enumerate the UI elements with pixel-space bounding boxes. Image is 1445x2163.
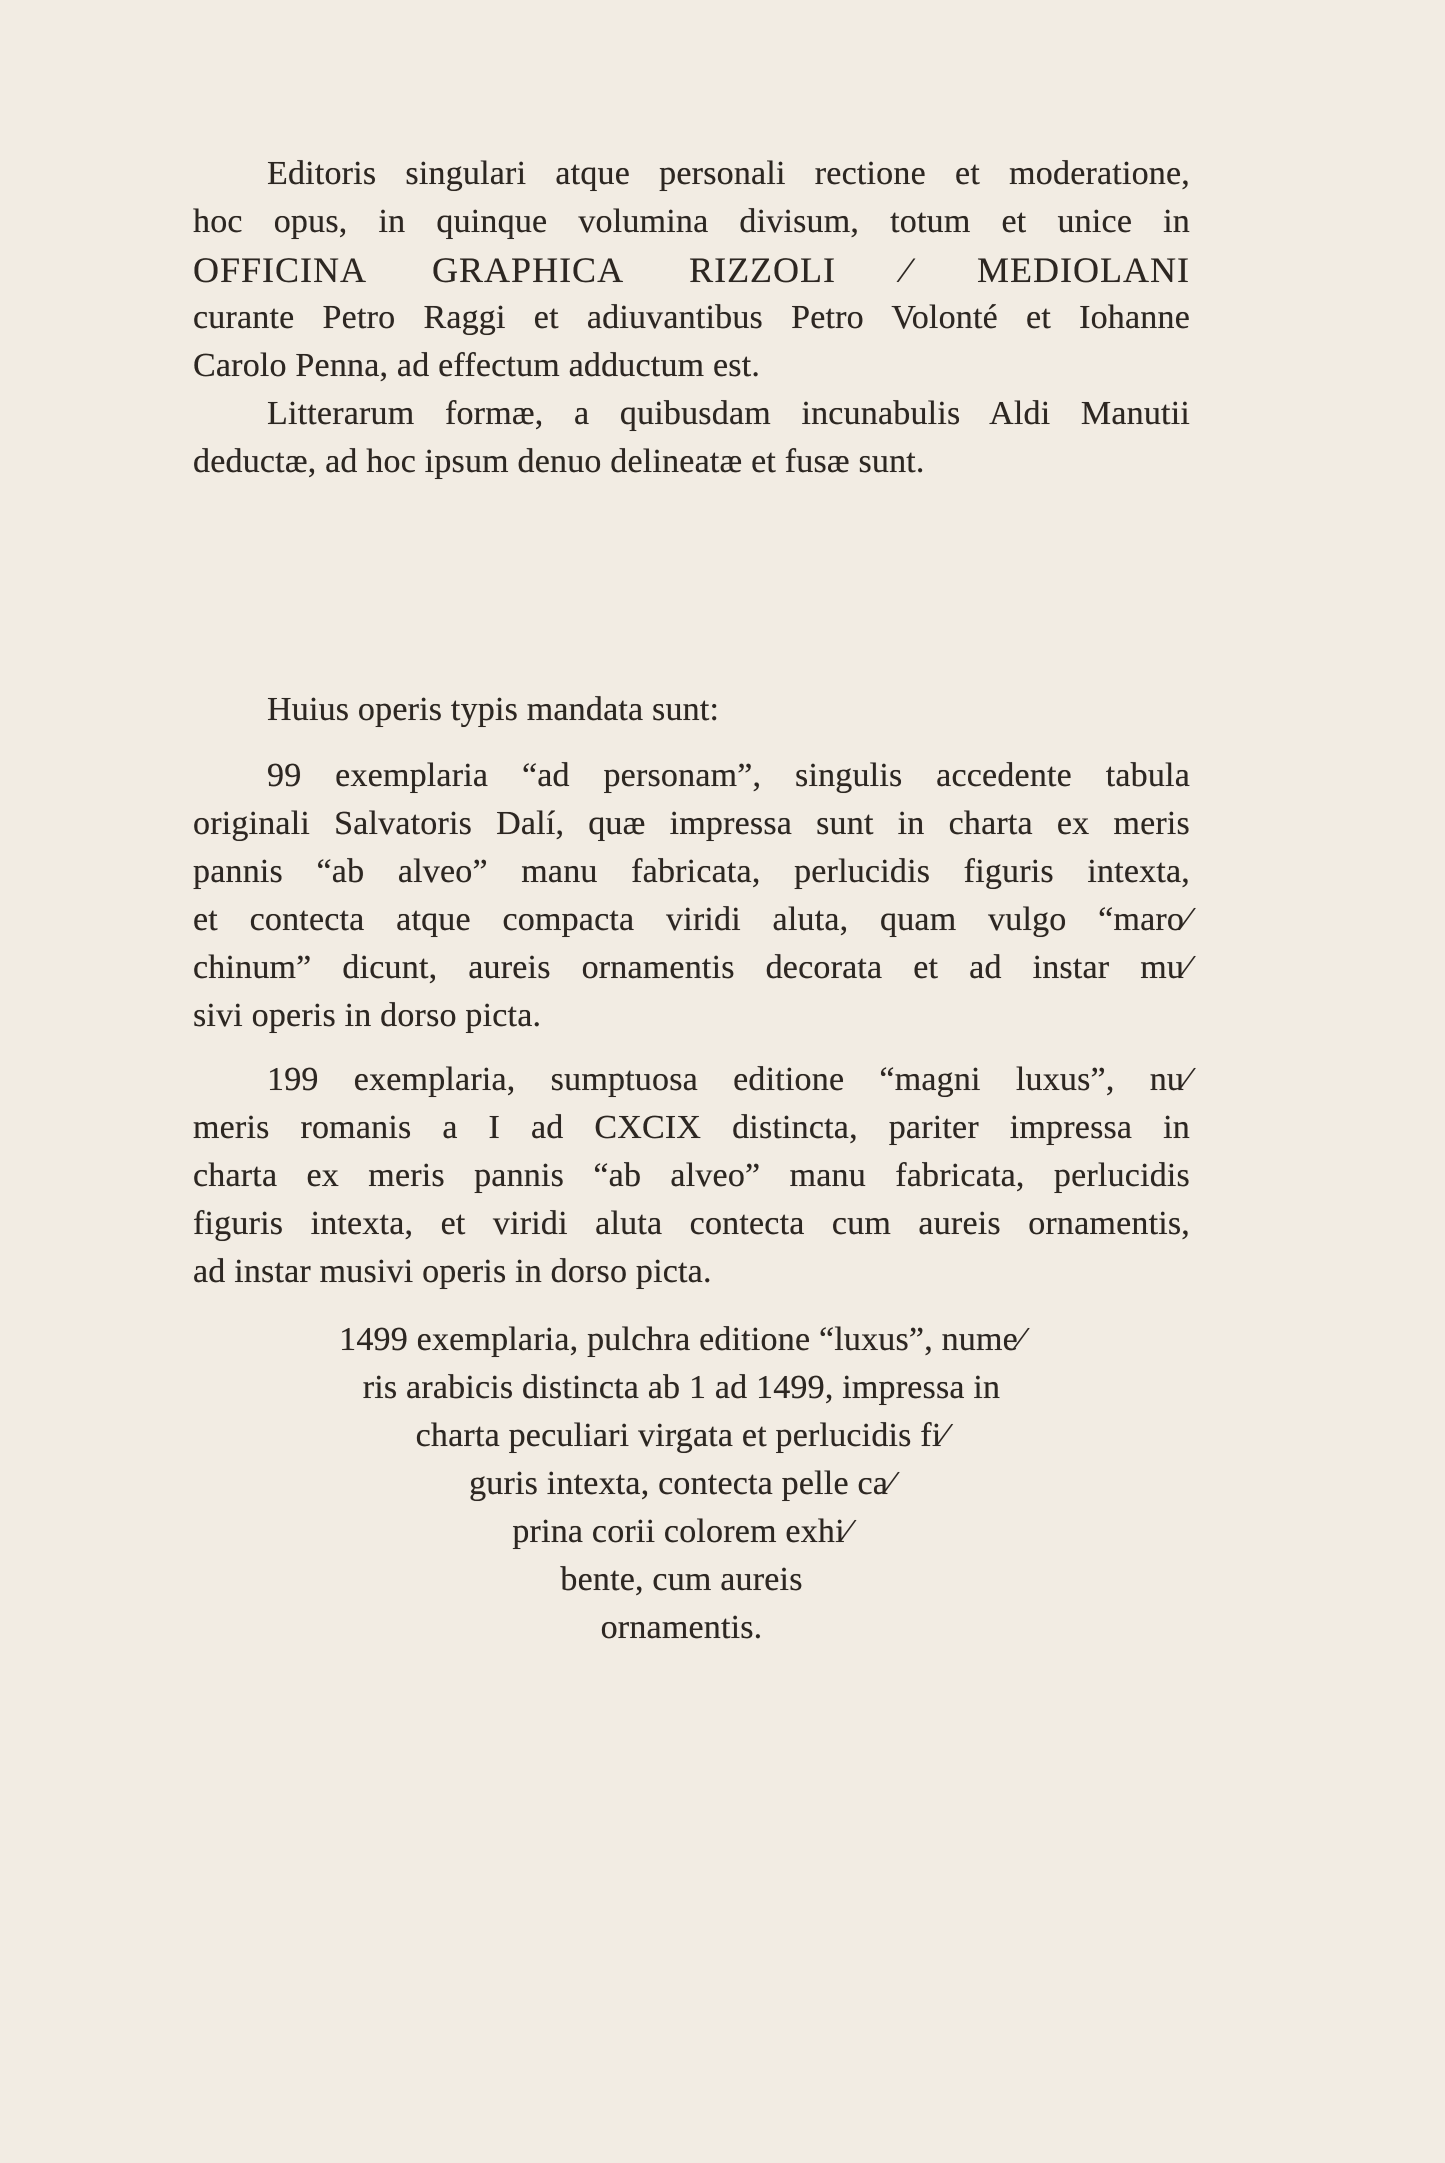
text-line: charta peculiari virgata et perlucidis fi⁄	[415, 1417, 948, 1454]
text-line: bente, cum aureis	[560, 1561, 803, 1598]
text-line: ad instar musivi operis in dorso picta.	[193, 1253, 712, 1290]
text-line: pannis “ab alveo” manu fabricata, perlucidis figuris intexta,	[193, 853, 1190, 890]
edition-heading: Huius operis typis mandata sunt:	[267, 691, 720, 728]
text-line: originali Salvatoris Dalí, quæ impressa sunt in charta ex meris	[193, 805, 1190, 842]
text-line: Carolo Penna, ad effectum adductum est.	[193, 347, 761, 384]
text-line: 199 exemplaria, sumptuosa editione “magni luxus”, nu⁄	[267, 1061, 1190, 1098]
printer-name-line: OFFICINA GRAPHICA RIZZOLI ⁄ MEDIOLANI	[193, 250, 1190, 290]
edition-1499-paragraph	[173, 1316, 1190, 1652]
text-line: 99 exemplaria “ad personam”, singulis accedente tabula	[267, 757, 1190, 794]
text-line: 1499 exemplaria, pulchra editione “luxus”, nume⁄	[339, 1321, 1024, 1358]
text-line: et contecta atque compacta viridi aluta, quam vulgo “maro⁄	[193, 901, 1190, 938]
colophon-intro-paragraph	[193, 150, 1190, 390]
edition-199-paragraph	[193, 1056, 1190, 1296]
text-line: hoc opus, in quinque volumina divisum, totum et unice in	[193, 203, 1190, 240]
text-line: prina corii colorem exhi⁄	[512, 1513, 851, 1550]
text-line: meris romanis a I ad CXCIX distincta, pariter impressa in	[193, 1109, 1190, 1146]
edition-99-paragraph	[193, 752, 1190, 1040]
text-line: sivi operis in dorso picta.	[193, 997, 542, 1034]
text-line: chinum” dicunt, aureis ornamentis decorata et ad instar mu⁄	[193, 949, 1190, 986]
text-line: Litterarum formæ, a quibusdam incunabulis Aldi Manutii	[267, 395, 1190, 432]
text-line: ornamentis.	[600, 1609, 763, 1646]
text-line: Editoris singulari atque personali rectione et moderatione,	[267, 155, 1190, 192]
text-line: guris intexta, contecta pelle ca⁄	[469, 1465, 894, 1502]
text-column	[193, 150, 1190, 1652]
typefaces-paragraph	[193, 390, 1190, 486]
text-line: figuris intexta, et viridi aluta contecta cum aureis ornamentis,	[193, 1205, 1190, 1242]
text-line: charta ex meris pannis “ab alveo” manu fabricata, perlucidis	[193, 1157, 1190, 1194]
text-line: curante Petro Raggi et adiuvantibus Petro Volonté et Iohanne	[193, 299, 1190, 336]
text-line: ris arabicis distincta ab 1 ad 1499, impressa in	[362, 1369, 1001, 1406]
text-line: deductæ, ad hoc ipsum denuo delineatæ et fusæ sunt.	[193, 443, 925, 480]
